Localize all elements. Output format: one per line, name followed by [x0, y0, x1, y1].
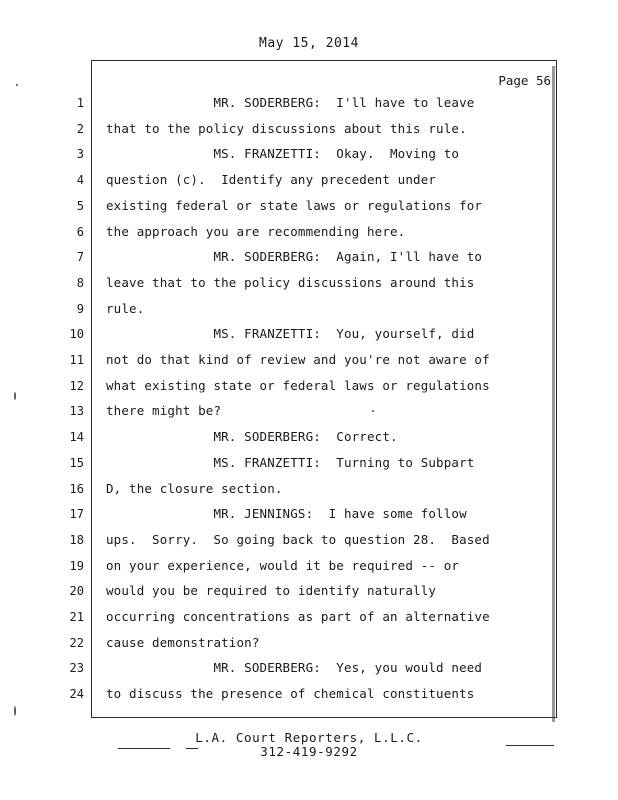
line-number: 4 [76, 173, 84, 187]
line-number: 14 [69, 430, 84, 444]
line-number: 22 [69, 636, 84, 650]
transcript-line: that to the policy discussions about this rule. [106, 121, 467, 136]
line-number: 18 [69, 533, 84, 547]
transcript-line: MR. SODERBERG: Correct. [106, 429, 398, 444]
transcript-line: leave that to the policy discussions around this [106, 275, 475, 290]
transcript-line: MS. FRANZETTI: You, yourself, did [106, 326, 475, 341]
transcript-line: what existing state or federal laws or regulations [106, 378, 490, 393]
scan-speck [14, 392, 16, 400]
scan-speck [16, 84, 18, 86]
transcript-line: ups. Sorry. So going back to question 28. Based [106, 532, 490, 547]
transcript-line: MR. SODERBERG: Again, I'll have to [106, 249, 483, 264]
transcript-line: MR. SODERBERG: I'll have to leave [106, 95, 475, 110]
transcript-line: would you be required to identify naturally [106, 583, 437, 598]
line-number: 1 [76, 96, 84, 110]
transcript-line: cause demonstration? [106, 635, 260, 650]
line-number: 5 [76, 199, 84, 213]
transcript-line: existing federal or state laws or regulations for [106, 198, 483, 213]
line-number: 17 [69, 507, 84, 521]
scan-mark [186, 748, 198, 749]
transcript-line: MS. FRANZETTI: Okay. Moving to [106, 146, 460, 161]
line-number: 24 [69, 687, 84, 701]
scan-mark [506, 745, 554, 746]
line-number: 8 [76, 276, 84, 290]
line-number: 20 [69, 584, 84, 598]
line-number: 12 [69, 379, 84, 393]
line-number: 7 [76, 250, 84, 264]
page-number: Page 56 [498, 73, 551, 88]
line-number: 2 [76, 122, 84, 136]
transcript-line: question (c). Identify any precedent under [106, 172, 437, 187]
transcript-line: D, the closure section. [106, 481, 283, 496]
line-number: 21 [69, 610, 84, 624]
line-number: 6 [76, 225, 84, 239]
header-date: May 15, 2014 [259, 36, 359, 51]
transcript-line: MS. FRANZETTI: Turning to Subpart [106, 455, 475, 470]
scan-mark [118, 748, 170, 749]
transcript-line: MR. JENNINGS: I have some follow [106, 506, 467, 521]
line-number: 3 [76, 147, 84, 161]
scan-speck [372, 410, 374, 412]
line-number: 9 [76, 302, 84, 316]
transcript-line: to discuss the presence of chemical constituents [106, 686, 475, 701]
transcript-line: rule. [106, 301, 145, 316]
line-number: 19 [69, 559, 84, 573]
line-number: 11 [69, 353, 84, 367]
line-number: 15 [69, 456, 84, 470]
line-number: 13 [69, 404, 84, 418]
transcript-line: on your experience, would it be required -- or [106, 558, 460, 573]
footer-company: L.A. Court Reporters, L.L.C. [195, 730, 423, 745]
frame-shadow [552, 66, 555, 722]
scan-speck [14, 706, 16, 716]
transcript-line: occurring concentrations as part of an alternative [106, 609, 490, 624]
line-number: 16 [69, 482, 84, 496]
line-number: 10 [69, 327, 84, 341]
line-number: 23 [69, 661, 84, 675]
transcript-line: there might be? [106, 403, 222, 418]
transcript-line: not do that kind of review and you're not aware of [106, 352, 490, 367]
footer-phone: 312-419-9292 [260, 744, 358, 759]
transcript-line: the approach you are recommending here. [106, 224, 406, 239]
transcript-line: MR. SODERBERG: Yes, you would need [106, 660, 483, 675]
